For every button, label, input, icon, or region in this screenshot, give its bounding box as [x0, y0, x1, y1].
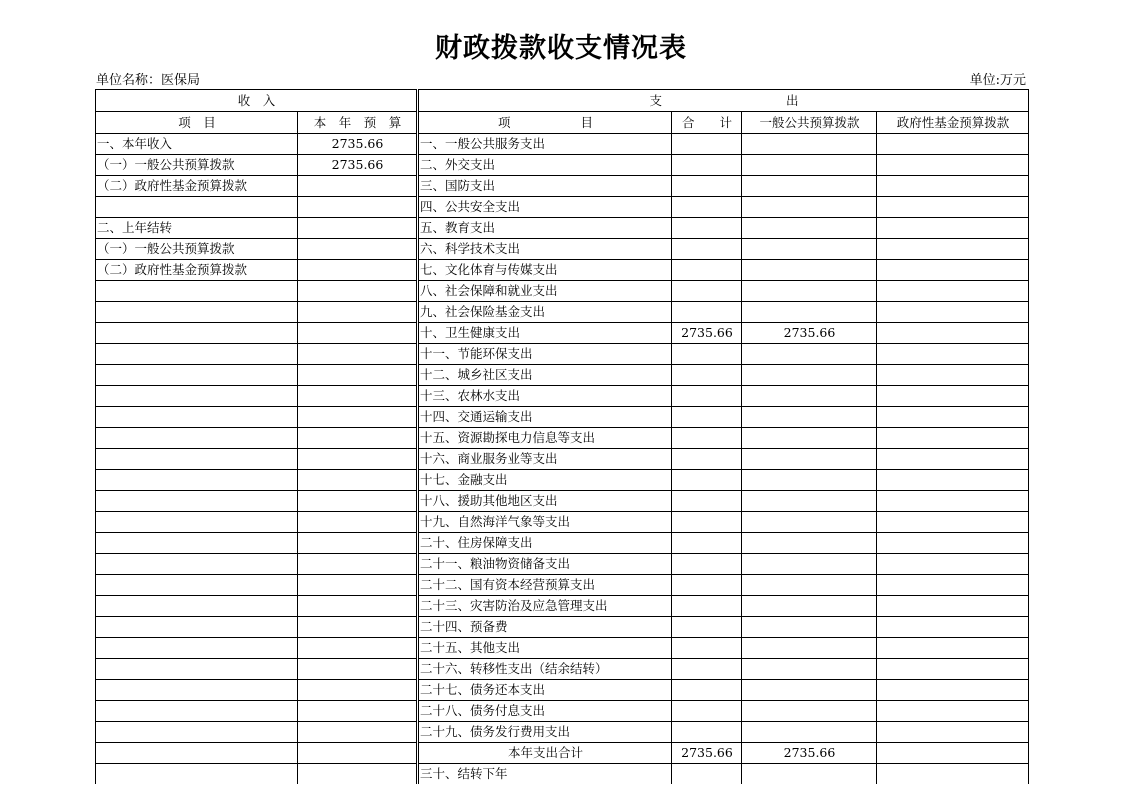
- income-item-cell: [96, 344, 298, 365]
- income-budget-cell: [298, 533, 417, 554]
- fund-budget-cell: [877, 218, 1029, 239]
- income-item-cell: [96, 575, 298, 596]
- expense-item-cell: 三、国防支出: [419, 176, 672, 197]
- fund-budget-cell: [877, 449, 1029, 470]
- total-cell: [672, 365, 742, 386]
- table-row: [96, 218, 1029, 239]
- unit-name: 单位名称：医保局: [96, 73, 201, 88]
- expense-item-cell: 十一、节能环保支出: [419, 344, 672, 365]
- expense-item-cell: 十、卫生健康支出: [419, 323, 672, 344]
- income-item-header: 项 目: [96, 112, 298, 134]
- budget-table: [95, 89, 1029, 784]
- income-item-cell: [96, 197, 298, 218]
- income-budget-cell: [298, 596, 417, 617]
- table-row: [96, 764, 1029, 785]
- income-budget-cell: [298, 470, 417, 491]
- table-row: [96, 302, 1029, 323]
- total-cell: 2735.66: [672, 743, 742, 764]
- general-budget-cell: [742, 512, 877, 533]
- general-budget-cell: [742, 197, 877, 218]
- general-budget-cell: [742, 533, 877, 554]
- income-budget-cell: 2735.66: [298, 155, 417, 176]
- expense-item-cell: 十四、交通运输支出: [419, 407, 672, 428]
- expense-item-cell: 五、教育支出: [419, 218, 672, 239]
- fund-budget-cell: [877, 722, 1029, 743]
- income-item-cell: 二、上年结转: [96, 218, 298, 239]
- total-cell: [672, 659, 742, 680]
- expense-item-cell: 八、社会保障和就业支出: [419, 281, 672, 302]
- income-item-cell: [96, 449, 298, 470]
- general-budget-cell: [742, 176, 877, 197]
- expense-item-cell: 十二、城乡社区支出: [419, 365, 672, 386]
- page-title: 财政拨款收支情况表: [435, 33, 687, 64]
- income-budget-cell: [298, 512, 417, 533]
- table-row: [96, 680, 1029, 701]
- general-budget-cell: 2735.66: [742, 323, 877, 344]
- table-row: [96, 617, 1029, 638]
- total-cell: [672, 197, 742, 218]
- income-budget-cell: [298, 743, 417, 764]
- income-item-cell: [96, 617, 298, 638]
- total-cell: [672, 218, 742, 239]
- general-budget-cell: [742, 428, 877, 449]
- expense-item-cell: 二十三、灾害防治及应急管理支出: [419, 596, 672, 617]
- income-item-cell: [96, 491, 298, 512]
- total-cell: [672, 638, 742, 659]
- table-row: [96, 176, 1029, 197]
- income-budget-cell: [298, 617, 417, 638]
- total-cell: [672, 491, 742, 512]
- income-budget-cell: [298, 638, 417, 659]
- fund-budget-cell: [877, 386, 1029, 407]
- general-budget-cell: [742, 407, 877, 428]
- fund-budget-cell: [877, 764, 1029, 785]
- total-cell: 2735.66: [672, 323, 742, 344]
- fund-budget-cell: [877, 491, 1029, 512]
- fund-budget-cell: [877, 575, 1029, 596]
- fund-budget-cell: [877, 155, 1029, 176]
- general-budget-cell: [742, 134, 877, 155]
- general-budget-cell: [742, 239, 877, 260]
- table-row: [96, 344, 1029, 365]
- total-cell: [672, 449, 742, 470]
- general-budget-cell: [742, 701, 877, 722]
- general-budget-cell: [742, 491, 877, 512]
- income-item-cell: （一）一般公共预算拨款: [96, 239, 298, 260]
- fund-budget-cell: [877, 281, 1029, 302]
- fund-budget-cell: [877, 260, 1029, 281]
- table-row: [96, 407, 1029, 428]
- income-budget-cell: [298, 323, 417, 344]
- income-item-cell: [96, 638, 298, 659]
- income-item-cell: [96, 659, 298, 680]
- total-cell: [672, 554, 742, 575]
- general-budget-cell: [742, 386, 877, 407]
- header-row-2: [96, 112, 1029, 134]
- total-cell: [672, 575, 742, 596]
- fund-budget-cell: [877, 428, 1029, 449]
- fund-budget-cell: [877, 659, 1029, 680]
- fund-budget-cell: [877, 365, 1029, 386]
- income-budget-cell: [298, 407, 417, 428]
- general-budget-cell: [742, 659, 877, 680]
- table-row: [96, 365, 1029, 386]
- table-row: [96, 701, 1029, 722]
- general-budget-cell: [742, 218, 877, 239]
- income-budget-cell: [298, 701, 417, 722]
- total-cell: [672, 617, 742, 638]
- income-item-cell: [96, 407, 298, 428]
- expense-item-cell: 十六、商业服务业等支出: [419, 449, 672, 470]
- expense-item-cell: 十五、资源勘探电力信息等支出: [419, 428, 672, 449]
- table-row: [96, 386, 1029, 407]
- table-row: [96, 575, 1029, 596]
- income-item-cell: [96, 470, 298, 491]
- income-item-cell: [96, 365, 298, 386]
- table-row: [96, 554, 1029, 575]
- expense-item-cell: 二十五、其他支出: [419, 638, 672, 659]
- fund-budget-cell: [877, 596, 1029, 617]
- expense-header: 支 出: [419, 90, 1029, 112]
- income-budget-cell: [298, 764, 417, 785]
- income-item-cell: [96, 533, 298, 554]
- income-item-cell: [96, 428, 298, 449]
- fund-budget-cell: [877, 407, 1029, 428]
- income-item-cell: [96, 281, 298, 302]
- income-budget-cell: [298, 281, 417, 302]
- income-item-cell: （二）政府性基金预算拨款: [96, 260, 298, 281]
- income-budget-cell: [298, 239, 417, 260]
- total-cell: [672, 260, 742, 281]
- expense-item-cell: 一、一般公共服务支出: [419, 134, 672, 155]
- header-row-1: [96, 90, 1029, 112]
- table-row: [96, 239, 1029, 260]
- income-budget-cell: [298, 554, 417, 575]
- table-row: [96, 281, 1029, 302]
- table-row: [96, 743, 1029, 764]
- fund-budget-cell: [877, 701, 1029, 722]
- income-budget-cell: [298, 491, 417, 512]
- fund-budget-cell: [877, 533, 1029, 554]
- expense-item-cell: 二十一、粮油物资储备支出: [419, 554, 672, 575]
- income-budget-cell: [298, 302, 417, 323]
- income-budget-cell: [298, 260, 417, 281]
- table-row: [96, 512, 1029, 533]
- table-row: [96, 638, 1029, 659]
- total-cell: [672, 596, 742, 617]
- income-item-cell: （一）一般公共预算拨款: [96, 155, 298, 176]
- income-item-cell: [96, 302, 298, 323]
- income-budget-cell: [298, 722, 417, 743]
- income-budget-cell: [298, 659, 417, 680]
- income-budget-cell: [298, 386, 417, 407]
- total-cell: [672, 386, 742, 407]
- expense-item-cell: 二十七、债务还本支出: [419, 680, 672, 701]
- general-budget-cell: [742, 575, 877, 596]
- table-row: [96, 323, 1029, 344]
- fund-budget-cell: [877, 617, 1029, 638]
- income-item-cell: [96, 512, 298, 533]
- fund-budget-cell: [877, 743, 1029, 764]
- income-budget-cell: [298, 428, 417, 449]
- expense-item-cell: 二、外交支出: [419, 155, 672, 176]
- table-row: [96, 722, 1029, 743]
- general-budget-cell: [742, 722, 877, 743]
- total-cell: [672, 533, 742, 554]
- expense-item-cell: 十八、援助其他地区支出: [419, 491, 672, 512]
- expense-item-cell: 二十四、预备费: [419, 617, 672, 638]
- general-budget-cell: [742, 260, 877, 281]
- general-budget-cell: [742, 365, 877, 386]
- general-budget-cell: [742, 764, 877, 785]
- table-row: [96, 260, 1029, 281]
- total-cell: [672, 512, 742, 533]
- total-cell: [672, 722, 742, 743]
- fund-budget-cell: [877, 239, 1029, 260]
- table-row: [96, 596, 1029, 617]
- general-budget-cell: [742, 617, 877, 638]
- expense-item-cell: 二十二、国有资本经营预算支出: [419, 575, 672, 596]
- total-cell: [672, 764, 742, 785]
- expense-item-cell: 十三、农林水支出: [419, 386, 672, 407]
- income-budget-cell: [298, 575, 417, 596]
- income-item-cell: [96, 764, 298, 785]
- expense-item-cell: 七、文化体育与传媒支出: [419, 260, 672, 281]
- income-budget-header: 本 年 预 算: [298, 112, 417, 134]
- income-item-cell: [96, 554, 298, 575]
- table-row: [96, 449, 1029, 470]
- table-row: [96, 470, 1029, 491]
- fund-budget-cell: [877, 470, 1029, 491]
- income-header: 收 入: [96, 90, 417, 112]
- fund-budget-cell: [877, 197, 1029, 218]
- fund-budget-cell: [877, 302, 1029, 323]
- fund-budget-cell: [877, 134, 1029, 155]
- expense-item-cell: 十七、金融支出: [419, 470, 672, 491]
- expense-item-cell: 三十、结转下年: [419, 764, 672, 785]
- table-row: [96, 197, 1029, 218]
- general-budget-cell: [742, 302, 877, 323]
- fund-budget-cell: [877, 176, 1029, 197]
- total-cell: [672, 239, 742, 260]
- income-budget-cell: [298, 218, 417, 239]
- total-cell: [672, 281, 742, 302]
- general-budget-cell: [742, 680, 877, 701]
- general-budget-header: 一般公共预算拨款: [742, 112, 877, 134]
- income-budget-cell: [298, 197, 417, 218]
- table-row: [96, 491, 1029, 512]
- total-cell: [672, 155, 742, 176]
- income-budget-cell: [298, 365, 417, 386]
- income-budget-cell: [298, 344, 417, 365]
- income-item-cell: [96, 701, 298, 722]
- general-budget-cell: 2735.66: [742, 743, 877, 764]
- total-cell: [672, 407, 742, 428]
- income-item-cell: [96, 680, 298, 701]
- fund-budget-cell: [877, 512, 1029, 533]
- income-item-cell: （二）政府性基金预算拨款: [96, 176, 298, 197]
- expense-item-cell: 四、公共安全支出: [419, 197, 672, 218]
- general-budget-cell: [742, 344, 877, 365]
- general-budget-cell: [742, 596, 877, 617]
- income-budget-cell: [298, 680, 417, 701]
- table-row: [96, 134, 1029, 155]
- general-budget-cell: [742, 281, 877, 302]
- fund-budget-cell: [877, 344, 1029, 365]
- total-cell: [672, 701, 742, 722]
- general-budget-cell: [742, 470, 877, 491]
- expense-item-cell: 九、社会保险基金支出: [419, 302, 672, 323]
- total-cell: [672, 176, 742, 197]
- expense-item-cell: 六、科学技术支出: [419, 239, 672, 260]
- general-budget-cell: [742, 554, 877, 575]
- fund-budget-cell: [877, 680, 1029, 701]
- unit-measure: 单位:万元: [969, 73, 1026, 88]
- expense-item-cell: 二十九、债务发行费用支出: [419, 722, 672, 743]
- fund-budget-cell: [877, 323, 1029, 344]
- expense-item-cell: 二十、住房保障支出: [419, 533, 672, 554]
- total-cell: [672, 302, 742, 323]
- total-cell: [672, 680, 742, 701]
- fund-budget-cell: [877, 638, 1029, 659]
- general-budget-cell: [742, 155, 877, 176]
- income-budget-cell: 2735.66: [298, 134, 417, 155]
- fund-budget-header: 政府性基金预算拨款: [877, 112, 1029, 134]
- income-item-cell: [96, 323, 298, 344]
- total-cell: [672, 134, 742, 155]
- income-item-cell: [96, 386, 298, 407]
- fund-budget-cell: [877, 554, 1029, 575]
- table-row: [96, 659, 1029, 680]
- expense-item-cell: 二十八、债务付息支出: [419, 701, 672, 722]
- expense-item-cell: 十九、自然海洋气象等支出: [419, 512, 672, 533]
- total-header: 合 计: [672, 112, 742, 134]
- income-item-cell: 一、本年收入: [96, 134, 298, 155]
- income-item-cell: [96, 743, 298, 764]
- total-cell: [672, 344, 742, 365]
- expense-item-cell: 本年支出合计: [419, 743, 672, 764]
- income-budget-cell: [298, 449, 417, 470]
- income-item-cell: [96, 722, 298, 743]
- income-item-cell: [96, 596, 298, 617]
- table-row: [96, 533, 1029, 554]
- total-cell: [672, 470, 742, 491]
- income-budget-cell: [298, 176, 417, 197]
- table-row: [96, 155, 1029, 176]
- table-row: [96, 428, 1029, 449]
- total-cell: [672, 428, 742, 449]
- expense-item-header: 项 目: [419, 112, 672, 134]
- expense-item-cell: 二十六、转移性支出（结余结转）: [419, 659, 672, 680]
- general-budget-cell: [742, 449, 877, 470]
- general-budget-cell: [742, 638, 877, 659]
